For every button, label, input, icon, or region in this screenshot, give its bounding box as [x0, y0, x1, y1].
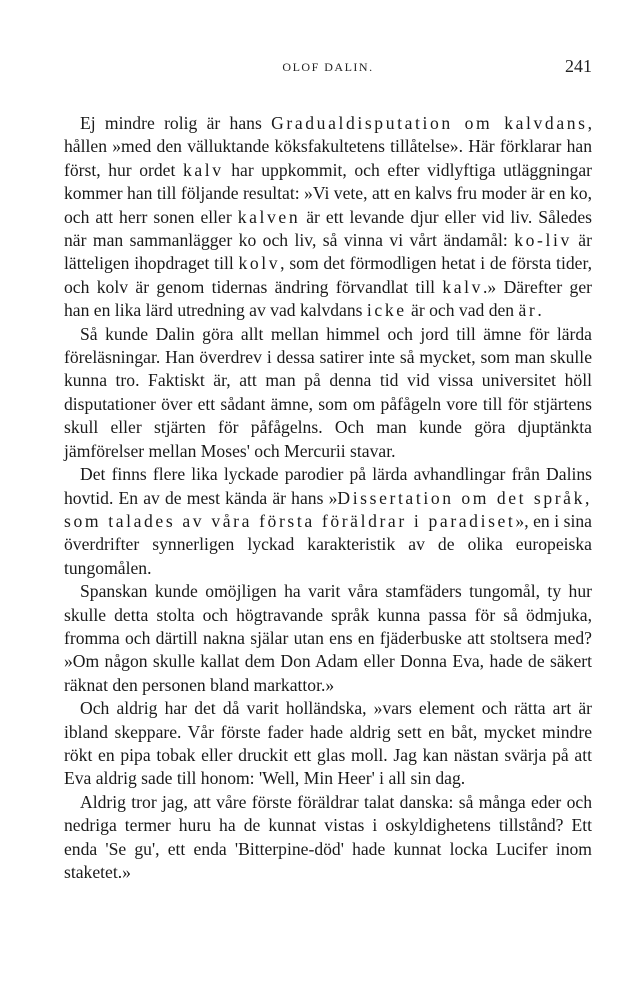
- spaced-text-run: kolv: [238, 253, 281, 274]
- paragraph: [64, 112, 592, 323]
- paragraph: [64, 463, 592, 580]
- text-run: Och aldrig har det då varit holländska, »vars element och rätta art är ibland skeppare. Vår förste fader hade aldrig sett en båt, mycket mindre rökt en pipa tobak eller druckit ett glas moll. Jag kan nästan svärja på att Eva aldrig sade till honom: 'Well, Min Heer' i all sin dag.: [64, 698, 592, 789]
- text-run: Ej mindre rolig är hans: [80, 113, 272, 133]
- text-run: , som det förmodligen hetat i de första tider, och kolv är genom tidernas ändring förvandlat till: [64, 253, 592, 297]
- spaced-text-run: Dissertation om det språk, som talades av våra första föräldrar i paradiset: [64, 487, 592, 531]
- text-run: Så kunde Dalin göra allt mellan himmel och jord till ämne för lärda föreläsningar. Han överdrev i dessa satirer inte så mycket, som man skulle kunna tro. Faktiskt är, att man på denna tid vid vissa universitet höll disputationer över ett sådant ämne, som om påfågeln vore till för stjärtens skull eller stjärten för påfågelns. Och man kunde göra djuptänkta jämförelser mellan Moses' och Mercurii stavar.: [64, 323, 592, 461]
- running-head: [64, 52, 592, 82]
- spaced-text-run: ko-liv: [514, 230, 572, 251]
- paragraph: [64, 323, 592, 463]
- paragraph: [64, 697, 592, 791]
- text-run: », en i sina överdrifter synnerligen lyckad karakteristik av de olika europeiska tungomålen.: [64, 510, 592, 578]
- spaced-text-run: icke: [366, 300, 407, 321]
- paragraph: [64, 791, 592, 885]
- paragraph: [64, 580, 592, 697]
- spaced-text-run: kalv: [442, 276, 484, 297]
- text-run: är lätteligen ihopdraget till: [64, 230, 592, 274]
- text-run: Spanskan kunde omöjligen ha varit våra stamfäders tungomål, ty hur skulle detta stolta och högtravande språk kunna passa för så ödmjuka, fromma och därtill nakna själar utan ens en fjäderbuske att stoltsera med? »Om någon skulle kallat dem Don Adam eller Donna Eva, hade de säkert räknat den personen bland markattor.»: [64, 581, 592, 695]
- text-run: .: [537, 300, 542, 321]
- body-text: [64, 112, 592, 884]
- text-run: har uppkommit, och efter vidlyftiga utläggningar kommer han till följande resultat: »Vi vete, att en kalvs fru moder är en ko, och att herr sonen eller: [64, 159, 592, 227]
- spaced-text-run: kalv: [182, 159, 224, 180]
- text-run: Aldrig tror jag, att våre förste föräldrar talat danska: så många eder och nedriga termer huru ha de kunnat vistas i oskyldighetens tillstånd? Ett enda 'Se gu', ett enda 'Bitterpine-död' hade kunnat locka Lucifer inom staketet.»: [64, 791, 592, 882]
- spaced-text-run: är: [518, 300, 538, 321]
- spaced-text-run: Gradualdisputation om kalvdans: [271, 113, 588, 133]
- running-title: OLOF DALIN.: [282, 60, 374, 74]
- text-run: är och vad den: [406, 300, 519, 321]
- text-run: Det finns flere lika lyckade parodier på lärda avhandlingar från Dalins hovtid. En av de mest kända är hans »: [64, 464, 592, 508]
- book-page: [64, 52, 592, 884]
- spaced-text-run: kalven: [237, 206, 301, 227]
- text-run: .» Därefter ger han en lika lärd utredning av vad kalvdans: [64, 276, 592, 321]
- text-run: är ett levande djur eller vid liv. Således när man sammanlägger ko och liv, så vinna vi vårt ändamål:: [64, 206, 592, 251]
- page-number: 241: [565, 56, 592, 76]
- text-run: , hållen »med den välluktande köksfakultetens tillåtelse». Här förklarar han först, hur ordet: [64, 113, 592, 180]
